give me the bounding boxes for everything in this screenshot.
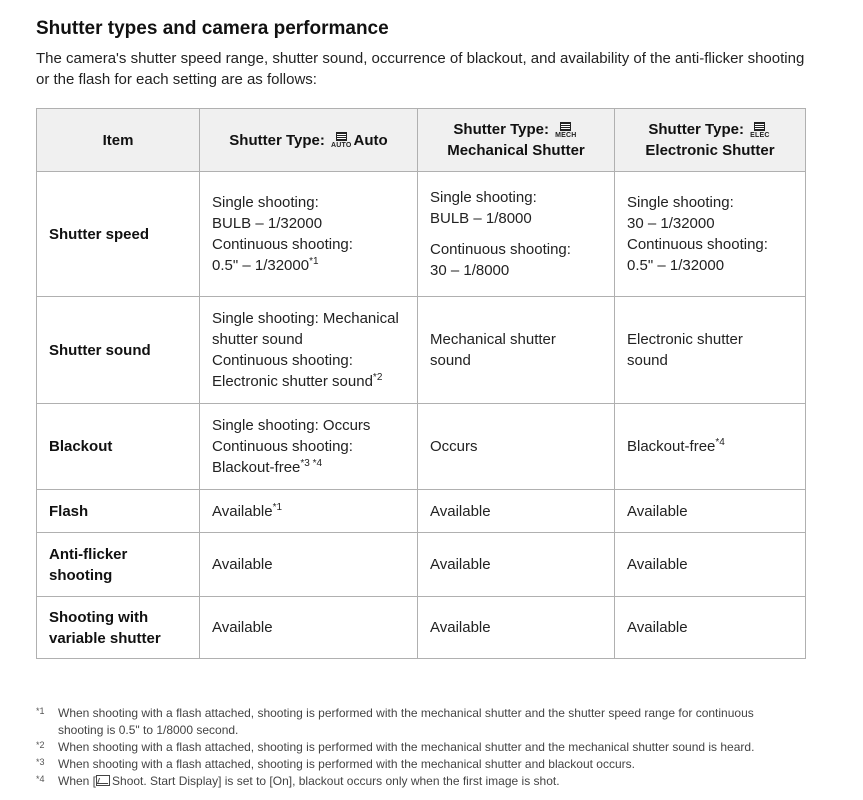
- shutter-mech-icon-label: MECH: [555, 131, 577, 139]
- shutter-elec-icon: [750, 122, 769, 139]
- row-label-shutter-sound: Shutter sound: [37, 297, 200, 404]
- cell-flash-auto: [200, 490, 418, 533]
- footnote-ref: *4: [715, 437, 725, 448]
- shoot-menu-icon: [96, 775, 110, 786]
- cell-line: Blackout-free: [627, 438, 716, 455]
- cell-line: 0.5" – 1/32000: [212, 257, 310, 274]
- header-elec-label: Electronic Shutter: [645, 142, 775, 159]
- cell-variable-shutter-auto: Available: [200, 597, 418, 659]
- footnote-ref: *1: [272, 501, 283, 513]
- row-label-anti-flicker: [37, 533, 200, 597]
- cell-line: Mechanical shutter: [430, 331, 556, 348]
- shutter-elec-icon-label: ELEC: [750, 131, 770, 139]
- header-auto-suffix: Auto: [353, 131, 388, 149]
- header-auto-prefix: Shutter Type:: [229, 131, 325, 149]
- footnote: [36, 773, 796, 790]
- cell-line: variable shutter: [49, 629, 161, 647]
- row-label-variable-shutter: [37, 597, 200, 659]
- cell-shutter-speed-mech: [418, 172, 615, 297]
- cell-line: sound: [430, 352, 471, 369]
- footnote-text: When shooting with a flash attached, shooting is performed with the mechanical shutter and blackout occurs.: [58, 757, 635, 771]
- cell-line: Available: [212, 502, 273, 520]
- cell-line: Blackout-free: [212, 459, 301, 476]
- cell-line: Single shooting:: [430, 189, 537, 206]
- table-row: [37, 533, 806, 597]
- footnote: [36, 756, 796, 773]
- cell-line: Continuous shooting:: [627, 236, 768, 253]
- header-mech-prefix: Shutter Type:: [453, 121, 549, 138]
- cell-line: Single shooting: Mechanical: [212, 310, 399, 327]
- cell-line: 0.5" – 1/32000: [627, 257, 725, 274]
- table-row: [37, 490, 806, 533]
- footnote: [36, 705, 796, 739]
- cell-variable-shutter-mech: Available: [418, 597, 615, 659]
- footnote-mark: *1: [36, 706, 45, 716]
- table-row: [37, 597, 806, 659]
- footnote-mark: *3: [36, 757, 45, 767]
- header-elec: [615, 109, 806, 172]
- cell-blackout-mech: Occurs: [418, 404, 615, 490]
- cell-shutter-speed-elec: [615, 172, 806, 297]
- cell-blackout-elec: [615, 404, 806, 490]
- header-mech-label: Mechanical Shutter: [447, 142, 585, 159]
- footnote-text: When shooting with a flash attached, shooting is performed with the mechanical shutter and the mechanical shutter sound is heard.: [58, 740, 755, 754]
- cell-anti-flicker-auto: Available: [200, 533, 418, 597]
- footnote-mark: *2: [36, 740, 45, 750]
- row-label-blackout: Blackout: [37, 404, 200, 490]
- cell-line: Shooting with: [49, 608, 149, 626]
- table-header-row: [37, 109, 806, 172]
- footnote-text-post: Shoot. Start Display] is set to [On], blackout occurs only when the first image is shot.: [112, 774, 560, 788]
- header-auto: [200, 109, 418, 172]
- cell-line: 30 – 1/8000: [430, 262, 510, 279]
- cell-line: Single shooting:: [212, 194, 319, 211]
- cell-shutter-sound-mech: [418, 297, 615, 404]
- cell-line: Anti-flicker: [49, 545, 128, 563]
- shutter-mech-icon: [555, 122, 576, 139]
- header-mech: [418, 109, 615, 172]
- table-row: [37, 297, 806, 404]
- footnotes: [36, 705, 796, 790]
- cell-line: BULB – 1/32000: [212, 215, 323, 232]
- table-row: [37, 404, 806, 490]
- cell-line: shutter sound: [212, 331, 303, 348]
- footnote-ref: *3 *4: [300, 458, 323, 469]
- shutter-spec-table: [36, 108, 806, 659]
- cell-line: Continuous shooting:: [212, 236, 353, 253]
- footnote-text-pre: When [: [58, 774, 97, 788]
- page-title: Shutter types and camera performance: [36, 18, 389, 39]
- cell-anti-flicker-mech: Available: [418, 533, 615, 597]
- row-label-flash: Flash: [37, 490, 200, 533]
- cell-variable-shutter-elec: Available: [615, 597, 806, 659]
- cell-line: Continuous shooting:: [212, 352, 353, 369]
- cell-line: 30 – 1/32000: [627, 215, 715, 232]
- footnote-ref: *2: [372, 372, 383, 383]
- footnote-mark: *4: [36, 774, 45, 784]
- cell-shutter-sound-auto: [200, 297, 418, 404]
- cell-flash-mech: Available: [418, 490, 615, 533]
- cell-blackout-auto: [200, 404, 418, 490]
- intro-text: The camera's shutter speed range, shutter sound, occurrence of blackout, and availability of the anti-flicker shooting or the flash for each setting are as follows:: [36, 50, 805, 88]
- footnote: [36, 739, 796, 756]
- cell-line: Continuous shooting:: [212, 438, 353, 455]
- header-item: Item: [37, 109, 200, 172]
- cell-line: Single shooting:: [627, 194, 734, 211]
- cell-line: Single shooting: Occurs: [212, 417, 371, 434]
- cell-line: Electronic shutter: [627, 331, 743, 348]
- footnote-ref: *1: [309, 256, 319, 267]
- shutter-auto-icon-label: AUTO: [331, 142, 352, 150]
- cell-anti-flicker-elec: Available: [615, 533, 806, 597]
- cell-line: BULB – 1/8000: [430, 210, 532, 227]
- row-label-shutter-speed: Shutter speed: [37, 172, 200, 297]
- cell-shutter-sound-elec: [615, 297, 806, 404]
- table-row: [37, 172, 806, 297]
- footnote-text: shooting is 0.5" to 1/8000 second.: [58, 723, 239, 737]
- cell-line: shooting: [49, 566, 113, 584]
- cell-line: Continuous shooting:: [430, 241, 571, 258]
- cell-shutter-speed-auto: [200, 172, 418, 297]
- footnote-text: When shooting with a flash attached, shooting is performed with the mechanical shutter and the shutter speed range for continuous: [58, 706, 754, 720]
- header-elec-prefix: Shutter Type:: [648, 121, 744, 138]
- cell-line: sound: [627, 352, 668, 369]
- cell-flash-elec: Available: [615, 490, 806, 533]
- cell-line: Electronic shutter sound: [212, 373, 373, 390]
- shutter-auto-icon: [331, 132, 352, 149]
